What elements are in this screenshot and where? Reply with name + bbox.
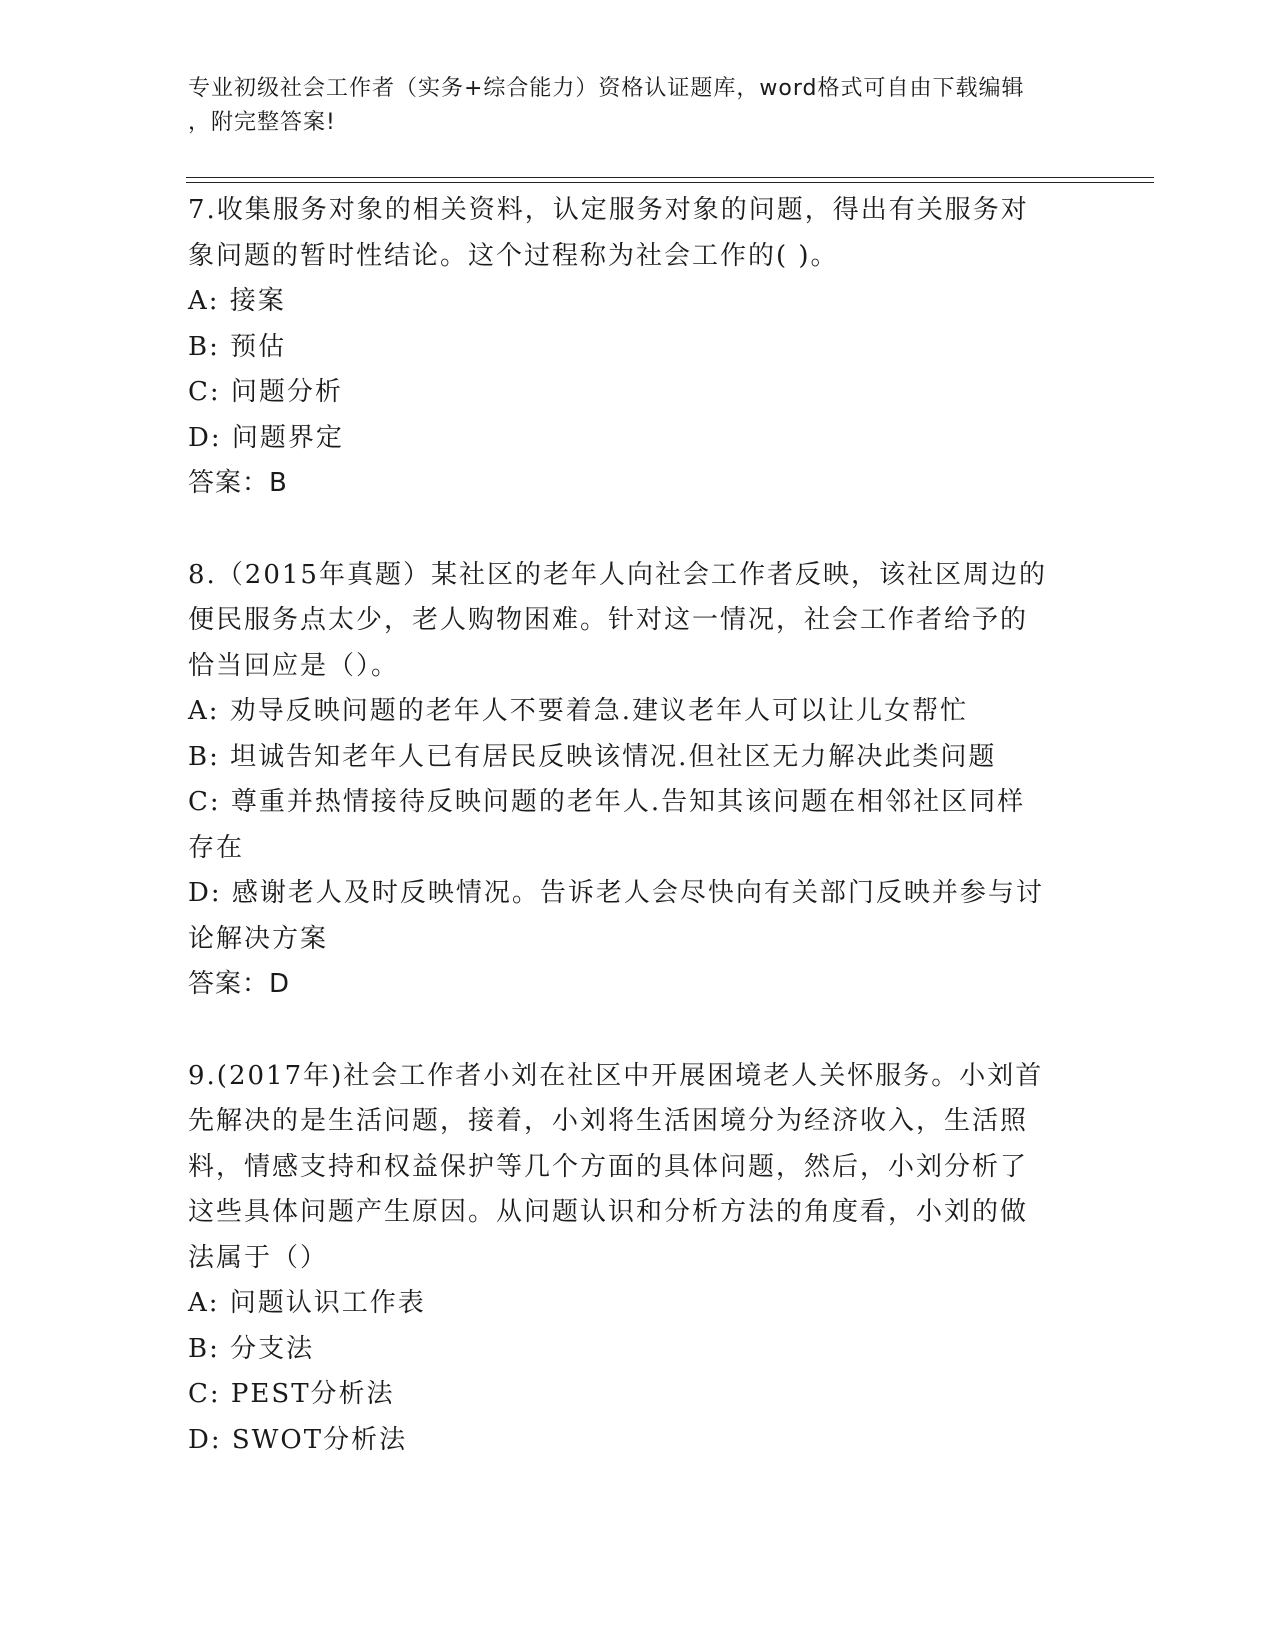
option-d: D: SWOT分析法 bbox=[188, 1424, 408, 1455]
option-a: A: 接案 bbox=[188, 286, 286, 316]
option-b: B: 预估 bbox=[188, 331, 287, 362]
option-d: D: 问题界定 bbox=[188, 422, 344, 453]
answer-line: 答案：D bbox=[188, 969, 291, 999]
option-c: C: PEST分析法 bbox=[188, 1379, 395, 1409]
option-a: A: 劝导反映问题的老年人不要着急.建议老年人可以让儿女帮忙 bbox=[188, 696, 969, 726]
question-list bbox=[188, 188, 1088, 1463]
question-stem-line: 法属于（） bbox=[188, 1242, 329, 1273]
question-stem-line: 恰当回应是（）。 bbox=[188, 650, 400, 681]
option-a: A: 问题认识工作表 bbox=[188, 1288, 426, 1318]
answer-line: 答案：B bbox=[188, 468, 288, 498]
question-8 bbox=[188, 553, 1088, 1008]
question-stem-line: 9.(2017年)社会工作者小刘在社区中开展困境老人关怀服务。小刘首 bbox=[188, 1060, 1044, 1091]
question-spacer bbox=[188, 1008, 1088, 1054]
header-line: ，附完整答案! bbox=[188, 110, 336, 135]
document-header bbox=[188, 72, 1088, 140]
question-stem-line: 便民服务点太少，老人购物困难。针对这一情况，社会工作者给予的 bbox=[188, 605, 1029, 635]
option-d: D: 感谢老人及时反映情况。告诉老人会尽快向有关部门反映并参与讨 bbox=[188, 878, 1044, 908]
option-c: C: 问题分析 bbox=[188, 377, 343, 407]
option-b: B: 分支法 bbox=[188, 1333, 315, 1364]
question-9 bbox=[188, 1054, 1088, 1464]
header-divider bbox=[186, 177, 1154, 178]
option-c: C: 尊重并热情接待反映问题的老年人.告知其该问题在相邻社区同样 bbox=[188, 787, 1026, 817]
option-b: B: 坦诚告知老年人已有居民反映该情况.但社区无力解决此类问题 bbox=[188, 741, 997, 772]
question-spacer bbox=[188, 507, 1088, 553]
option-c-continued: 存在 bbox=[188, 832, 245, 863]
header-divider bbox=[186, 182, 1154, 183]
question-stem-line: 这些具体问题产生原因。从问题认识和分析方法的角度看，小刘的做 bbox=[188, 1197, 1029, 1227]
option-d-continued: 论解决方案 bbox=[188, 923, 329, 954]
question-7 bbox=[188, 188, 1088, 507]
question-stem-line: 象问题的暂时性结论。这个过程称为社会工作的( )。 bbox=[188, 240, 839, 271]
question-stem-line: 料，情感支持和权益保护等几个方面的具体问题，然后，小刘分析了 bbox=[188, 1151, 1029, 1182]
question-stem-line: 7.收集服务对象的相关资料，认定服务对象的问题，得出有关服务对 bbox=[188, 195, 1029, 225]
question-stem-line: 8.（2015年真题）某社区的老年人向社会工作者反映，该社区周边的 bbox=[188, 559, 1047, 590]
question-stem-line: 先解决的是生活问题，接着，小刘将生活困境分为经济收入，生活照 bbox=[188, 1106, 1029, 1136]
header-line: 专业初级社会工作者（实务+综合能力）资格认证题库，word格式可自由下载编辑 bbox=[188, 76, 1025, 101]
